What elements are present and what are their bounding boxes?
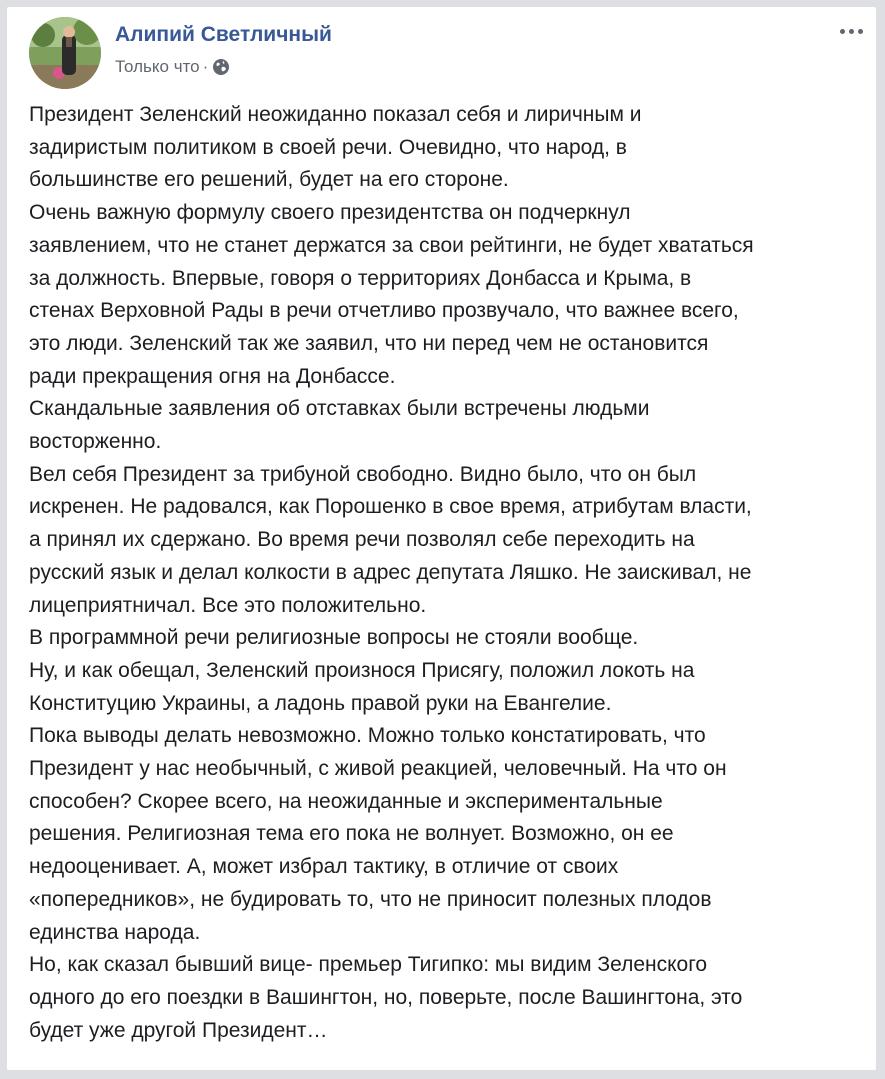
post-card bbox=[6, 6, 877, 1071]
post-timestamp[interactable]: Только что bbox=[115, 57, 200, 76]
post-paragraph: Президент Зеленский неожиданно показал себя и лиричным и задиристым политиком в своей речи. Очевидно, что народ, в большинстве его решений, будет на его стороне. bbox=[29, 103, 642, 192]
post-paragraph: Пока выводы делать невозможно. Можно только констатировать, что Президент у нас необычный, с живой реакцией, человечный. На что он способен? Скорее всего, на неожиданные и экспериментальные решения. Религиозная тема его пока не волнует. Возможно, он ее недооценивает. А, может избрал тактику, в отличие от своих «попередников», не будировать то, что не приносит полезных плодов единства народа. bbox=[29, 724, 727, 944]
post-paragraph: Вел себя Президент за трибуной свободно. Видно было, что он был искренен. Не радовался, как Порошенко в свое время, атрибутам власти, а принял их сдержано. Во время речи позволял себе переходить на русский язык и делал колкости в адрес депутата Ляшко. Не заискивал, не лицеприятничал. Все это положительно. bbox=[29, 462, 752, 617]
avatar[interactable] bbox=[29, 17, 101, 89]
avatar-image bbox=[29, 17, 101, 89]
meta-separator: · bbox=[202, 57, 209, 76]
post-paragraph: В программной речи религиозные вопросы не стояли вообще. bbox=[29, 626, 639, 650]
post-meta bbox=[115, 57, 230, 77]
post-header bbox=[7, 7, 876, 97]
post-paragraph: Ну, и как обещал, Зеленский произнося Присягу, положил локоть на Конституцию Украины, а ладонь правой руки на Евангелие. bbox=[29, 658, 695, 715]
globe-icon[interactable] bbox=[212, 58, 230, 76]
post-text bbox=[29, 99, 865, 1047]
more-options-icon[interactable] bbox=[836, 19, 866, 43]
post-paragraph: Очень важную формулу своего президентства он подчеркнул заявлением, что не станет держатся за свои рейтинги, не будет хвататься за должность. Впервые, говоря о территориях Донбасса и Крыма, в стенах Верховной Рады в речи отчетливо прозвучало, что важнее всего, это люди. Зеленский так же заявил, что ни перед чем не остановится ради прекращения огня на Донбассе. bbox=[29, 201, 754, 388]
author-name[interactable]: Алипий Светличный bbox=[115, 23, 332, 46]
post-paragraph: Скандальные заявления об отставках были встречены людьми восторженно. bbox=[29, 397, 650, 454]
post-paragraph: Но, как сказал бывший вице- премьер Тигипко: мы видим Зеленского одного до его поездки в Вашингтон, но, поверьте, после Вашингтона, это будет уже другой Президент… bbox=[29, 953, 743, 1042]
